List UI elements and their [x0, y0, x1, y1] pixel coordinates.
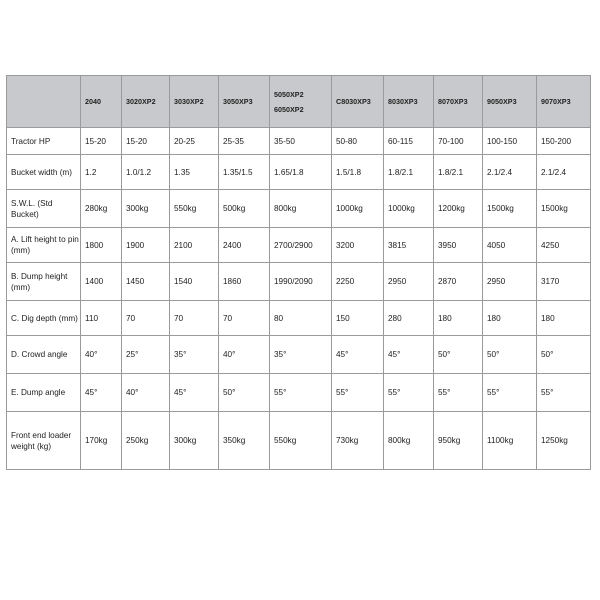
table-cell: 40° — [219, 336, 270, 374]
table-cell: 100-150 — [483, 128, 537, 155]
table-cell: 170kg — [81, 412, 122, 470]
table-cell: 45° — [170, 374, 219, 412]
row-label: Front end loader weight (kg) — [7, 412, 81, 470]
header-model-6050xp2: 6050XP2 — [274, 104, 304, 114]
table-row — [7, 263, 591, 301]
header-model-5050xp2-6050xp2 — [270, 76, 332, 128]
table-cell: 800kg — [270, 190, 332, 228]
table-cell: 55° — [270, 374, 332, 412]
table-cell: 110 — [81, 301, 122, 336]
table-cell: 2100 — [170, 228, 219, 263]
table-cell: 3815 — [384, 228, 434, 263]
table-cell: 150-200 — [537, 128, 591, 155]
table-cell: 550kg — [270, 412, 332, 470]
table-cell: 80 — [270, 301, 332, 336]
table-row — [7, 155, 591, 190]
specification-table — [6, 75, 591, 470]
table-cell: 2250 — [332, 263, 384, 301]
table-cell: 1500kg — [537, 190, 591, 228]
table-cell: 1900 — [122, 228, 170, 263]
table-cell: 1500kg — [483, 190, 537, 228]
row-label: C. Dig depth (mm) — [7, 301, 81, 336]
table-cell: 20-25 — [170, 128, 219, 155]
table-cell: 1.2 — [81, 155, 122, 190]
table-cell: 2700/2900 — [270, 228, 332, 263]
table-cell: 1.5/1.8 — [332, 155, 384, 190]
spec-table-container — [6, 75, 591, 470]
table-cell: 25° — [122, 336, 170, 374]
table-cell: 300kg — [170, 412, 219, 470]
table-cell: 280kg — [81, 190, 122, 228]
header-model-3020xp2: 3020XP2 — [122, 76, 170, 128]
table-cell: 1860 — [219, 263, 270, 301]
table-cell: 15-20 — [81, 128, 122, 155]
header-model-3030xp2: 3030XP2 — [170, 76, 219, 128]
table-cell: 800kg — [384, 412, 434, 470]
table-cell: 180 — [434, 301, 483, 336]
table-cell: 1990/2090 — [270, 263, 332, 301]
table-cell: 55° — [483, 374, 537, 412]
table-cell: 45° — [332, 336, 384, 374]
table-cell: 550kg — [170, 190, 219, 228]
table-row — [7, 228, 591, 263]
header-model-5050xp2: 5050XP2 — [274, 89, 304, 99]
table-row — [7, 374, 591, 412]
header-model-3050xp3: 3050XP3 — [219, 76, 270, 128]
table-cell: 50° — [434, 336, 483, 374]
table-row — [7, 128, 591, 155]
table-cell: 1540 — [170, 263, 219, 301]
table-cell: 1000kg — [384, 190, 434, 228]
row-label: D. Crowd angle — [7, 336, 81, 374]
table-row — [7, 190, 591, 228]
table-cell: 25-35 — [219, 128, 270, 155]
row-label: A. Lift height to pin (mm) — [7, 228, 81, 263]
table-cell: 1400 — [81, 263, 122, 301]
table-cell: 2950 — [384, 263, 434, 301]
table-cell: 40° — [122, 374, 170, 412]
table-cell: 35° — [270, 336, 332, 374]
table-cell: 50° — [219, 374, 270, 412]
table-cell: 1000kg — [332, 190, 384, 228]
table-cell: 35° — [170, 336, 219, 374]
table-cell: 15-20 — [122, 128, 170, 155]
table-cell: 1.35/1.5 — [219, 155, 270, 190]
table-cell: 60-115 — [384, 128, 434, 155]
table-cell: 2.1/2.4 — [537, 155, 591, 190]
table-cell: 1200kg — [434, 190, 483, 228]
table-cell: 1.8/2.1 — [384, 155, 434, 190]
row-label: E. Dump angle — [7, 374, 81, 412]
row-label: Tractor HP — [7, 128, 81, 155]
table-cell: 350kg — [219, 412, 270, 470]
table-cell: 70 — [170, 301, 219, 336]
table-cell: 1800 — [81, 228, 122, 263]
table-cell: 3950 — [434, 228, 483, 263]
table-cell: 2400 — [219, 228, 270, 263]
table-cell: 55° — [537, 374, 591, 412]
header-model-8070xp3: 8070XP3 — [434, 76, 483, 128]
table-cell: 3170 — [537, 263, 591, 301]
header-model-8030xp3: 8030XP3 — [384, 76, 434, 128]
row-label: S.W.L. (Std Bucket) — [7, 190, 81, 228]
table-cell: 1.0/1.2 — [122, 155, 170, 190]
header-model-9050xp3: 9050XP3 — [483, 76, 537, 128]
table-cell: 2950 — [483, 263, 537, 301]
row-label: Bucket width (m) — [7, 155, 81, 190]
table-row — [7, 336, 591, 374]
table-cell: 55° — [384, 374, 434, 412]
table-cell: 50° — [483, 336, 537, 374]
table-cell: 1.65/1.8 — [270, 155, 332, 190]
header-model-2040: 2040 — [81, 76, 122, 128]
row-label: B. Dump height (mm) — [7, 263, 81, 301]
header-model-9070xp3: 9070XP3 — [537, 76, 591, 128]
table-cell: 70-100 — [434, 128, 483, 155]
table-cell: 1100kg — [483, 412, 537, 470]
table-cell: 300kg — [122, 190, 170, 228]
table-cell: 950kg — [434, 412, 483, 470]
table-cell: 3200 — [332, 228, 384, 263]
table-cell: 1.8/2.1 — [434, 155, 483, 190]
table-cell: 280 — [384, 301, 434, 336]
table-cell: 2.1/2.4 — [483, 155, 537, 190]
table-cell: 70 — [122, 301, 170, 336]
table-cell: 4250 — [537, 228, 591, 263]
table-cell: 55° — [332, 374, 384, 412]
header-model-c8030xp3: C8030XP3 — [332, 76, 384, 128]
table-cell: 500kg — [219, 190, 270, 228]
table-cell: 180 — [483, 301, 537, 336]
table-cell: 45° — [384, 336, 434, 374]
table-cell: 35-50 — [270, 128, 332, 155]
table-row — [7, 412, 591, 470]
table-cell: 70 — [219, 301, 270, 336]
table-cell: 1450 — [122, 263, 170, 301]
table-cell: 1250kg — [537, 412, 591, 470]
table-cell: 730kg — [332, 412, 384, 470]
header-corner-cell — [7, 76, 81, 128]
table-cell: 180 — [537, 301, 591, 336]
table-cell: 50-80 — [332, 128, 384, 155]
table-cell: 50° — [537, 336, 591, 374]
header-row — [7, 76, 591, 128]
table-body — [7, 128, 591, 470]
table-row — [7, 301, 591, 336]
table-cell: 150 — [332, 301, 384, 336]
table-cell: 45° — [81, 374, 122, 412]
table-cell: 40° — [81, 336, 122, 374]
table-cell: 2870 — [434, 263, 483, 301]
table-cell: 55° — [434, 374, 483, 412]
table-cell: 1.35 — [170, 155, 219, 190]
table-cell: 250kg — [122, 412, 170, 470]
table-cell: 4050 — [483, 228, 537, 263]
